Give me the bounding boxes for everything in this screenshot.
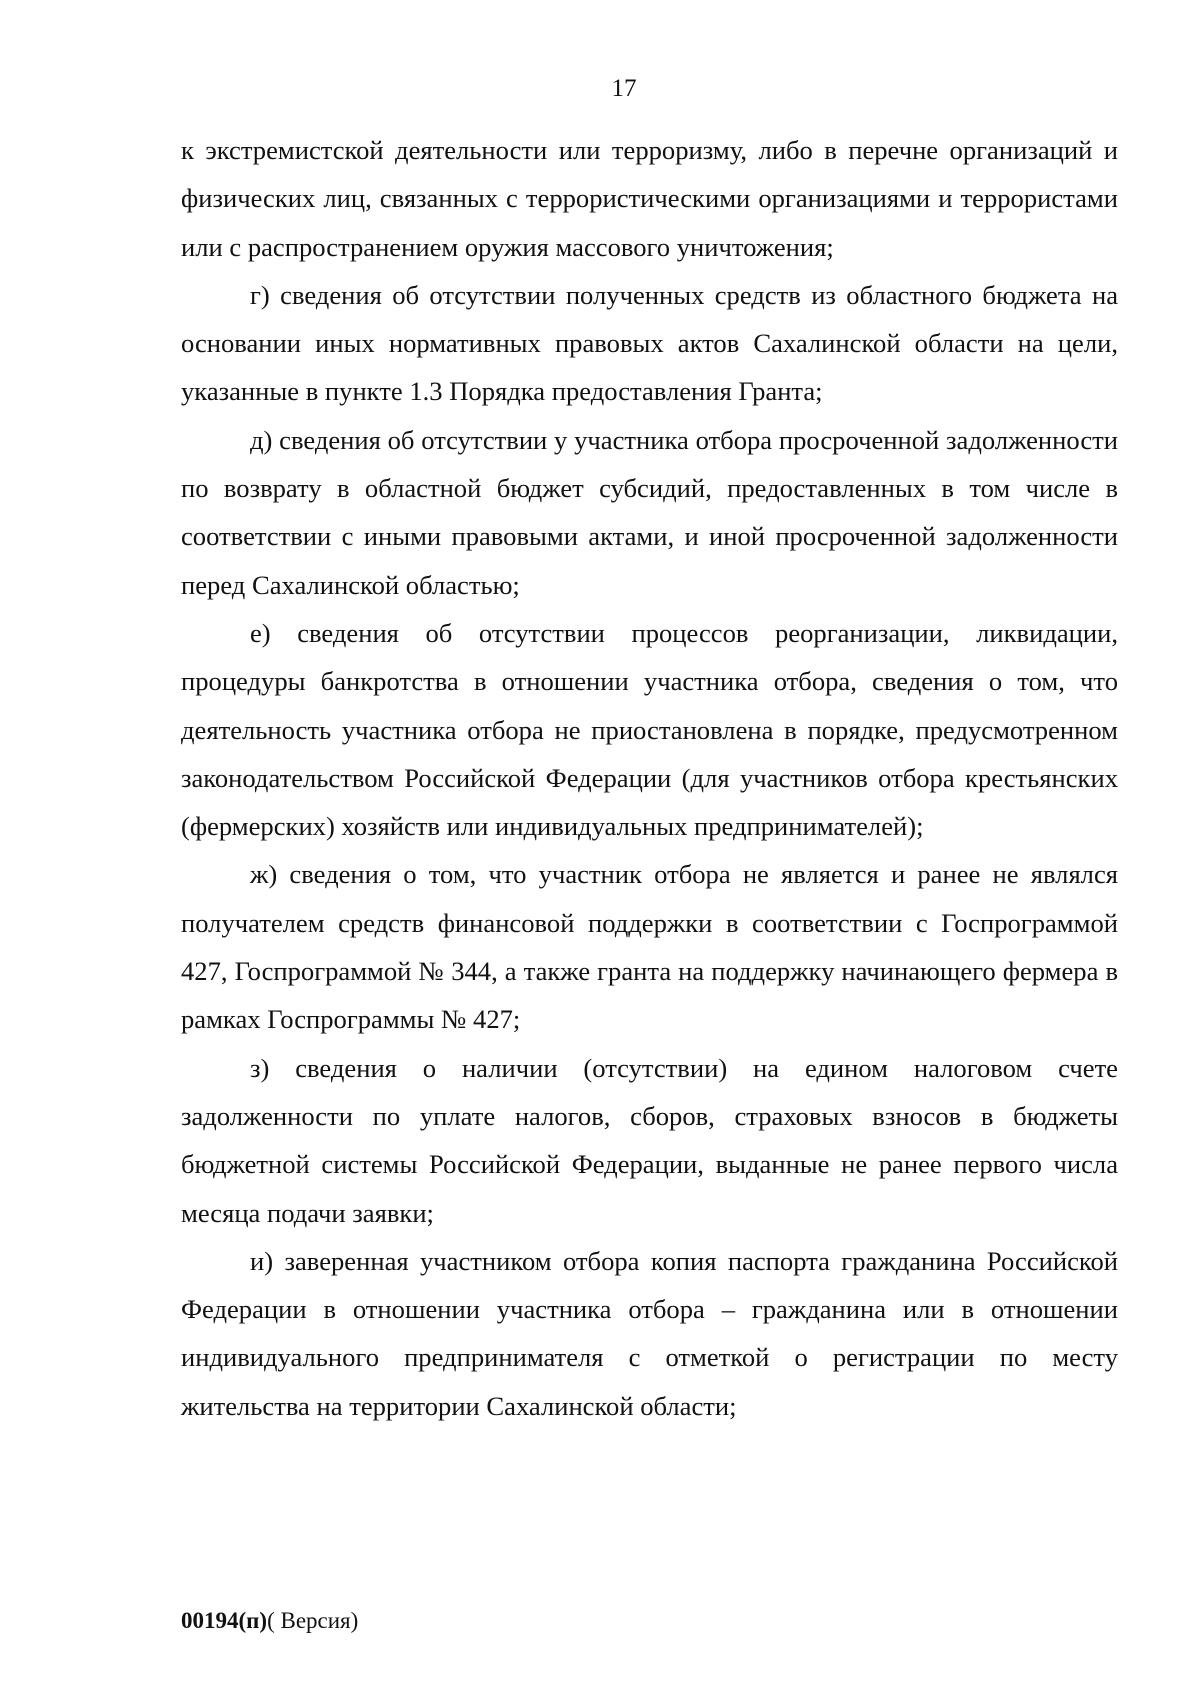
paragraph-item-zh: ж) сведения о том, что участник отбора не является и ранее не являлся получателем средств финансовой поддержки в соответствии с Госпрограммой 427, Госпрограммой № 344, а также гранта на поддержку начинающего фермера в рамках Госпрограммы № 427; [181,859,1118,1035]
paragraph-item-i: и) заверенная участником отбора копия паспорта гражданина Российской Федерации в отношении участника отбора – гражданина или в отношении индивидуального предпринимателя с отметкой о регистрации по месту жительства на территории Сахалинской области; [181,1245,1118,1421]
paragraph-item-d: д) сведения об отсутствии у участника отбора просроченной задолженности по возврату в областной бюджет субсидий, предоставленных в том числе в соответствии с иными правовыми актами, и иной просроченной задолженности перед Сахалинской областью; [181,424,1118,600]
document-footer [181,1607,358,1635]
document-body [181,126,1118,1430]
footer-document-code: 00194(п) [181,1608,268,1633]
paragraph-item-e: е) сведения об отсутствии процессов реорганизации, ликвидации, процедуры банкротства в отношении участника отбора, сведения о том, что деятельность участника отбора не приостановлена в порядке, предусмотренном законодательством Российской Федерации (для участников отбора крестьянских (фермерских) хозяйств или индивидуальных предпринимателей); [181,617,1118,842]
paragraph-item-g: г) сведения об отсутствии полученных средств из областного бюджета на основании иных нормативных правовых актов Сахалинской области на цели, указанные в пункте 1.3 Порядка предоставления Гранта; [181,279,1118,407]
page-number: 17 [611,75,637,102]
footer-version-label: ( Версия) [267,1608,359,1633]
paragraph-continuation: к экстремистской деятельности или терроризму, либо в перечне организаций и физических лиц, связанных с террористическими организациями и террористами или с распространением оружия массового уничтожения; [181,135,1118,262]
paragraph-item-z: з) сведения о наличии (отсутствии) на едином налоговом счете задолженности по уплате налогов, сборов, страховых взносов в бюджеты бюджетной системы Российской Федерации, выданные не ранее первого числа месяца подачи заявки; [181,1052,1118,1228]
